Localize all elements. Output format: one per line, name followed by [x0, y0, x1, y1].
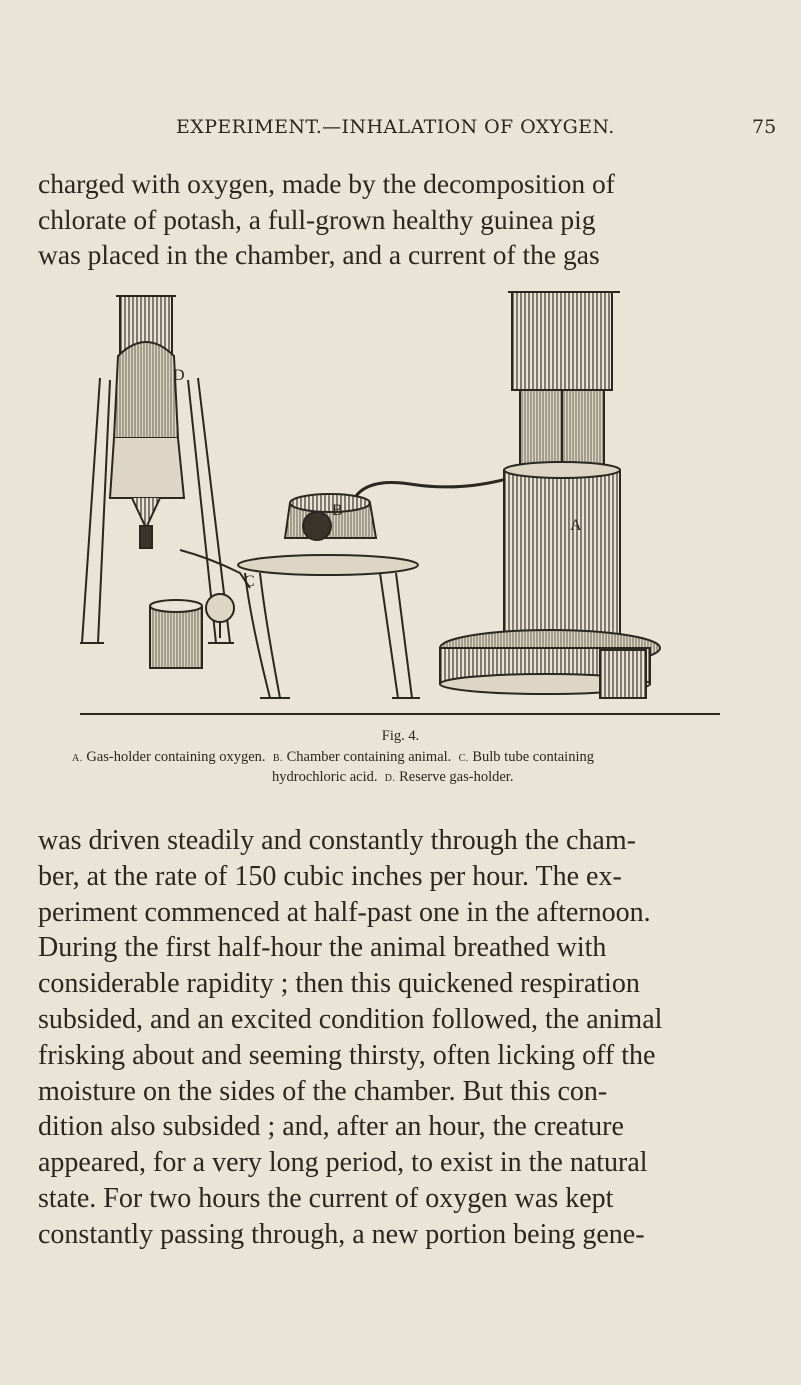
- caption-key-c: C.: [458, 753, 469, 764]
- text-line: periment commenced at half-past one in the afternoon.: [38, 896, 651, 928]
- text-line: moisture on the sides of the chamber. But this con-: [38, 1075, 608, 1107]
- text-line: constantly passing through, a new portion being gene-: [38, 1218, 645, 1250]
- text-line: subsided, and an excited condition followed, the animal: [38, 1003, 663, 1035]
- caption-line: [72, 768, 752, 788]
- running-title: EXPERIMENT.—INHALATION OF OXYGEN.: [176, 116, 615, 138]
- text-line: state. For two hours the current of oxygen was kept: [38, 1182, 614, 1214]
- caption-text-b: Chamber containing animal.: [286, 749, 452, 765]
- caption-key-a: A.: [72, 753, 83, 764]
- text-line: considerable rapidity ; then this quickened respiration: [38, 968, 640, 1000]
- text-line: appeared, for a very long period, to exist in the natural: [38, 1147, 648, 1179]
- figure-label-c: C: [244, 573, 255, 590]
- caption-text-c: Bulb tube containing: [472, 749, 594, 765]
- figure-apparatus: [80, 288, 720, 718]
- paragraph-bottom: [38, 823, 718, 1253]
- text-line: dition also subsided ; and, after an hour, the creature: [38, 1111, 624, 1143]
- paragraph-top: [38, 166, 718, 273]
- connecting-tube: [356, 468, 520, 496]
- figure-number: Fig. 4.: [381, 728, 420, 744]
- text-line: was placed in the chamber, and a current of the gas: [38, 239, 600, 270]
- text-line: was driven steadily and constantly through the cham-: [38, 825, 636, 856]
- text-line: chlorate of potash, a full-grown healthy guinea pig: [38, 203, 596, 235]
- caption-line: [72, 748, 752, 768]
- gas-holder-a: [440, 292, 660, 698]
- text-line: frisking about and seeming thirsty, often licking off the: [38, 1039, 656, 1071]
- apparatus-illustration: [80, 288, 720, 718]
- caption-text-a: Gas-holder containing oxygen.: [86, 749, 266, 765]
- text-line: charged with oxygen, made by the decomposition of: [38, 168, 615, 199]
- caption-text-d: Reserve gas-holder.: [399, 769, 514, 785]
- page-number: 75: [752, 116, 777, 138]
- figure-label-a: A: [570, 517, 582, 534]
- figure-label-b: B: [332, 502, 343, 519]
- animal-chamber-b: [238, 494, 420, 698]
- caption-text-c-cont: hydrochloric acid.: [272, 769, 378, 785]
- figure-caption: [72, 748, 752, 788]
- running-head: [0, 114, 801, 144]
- text-line: During the first half-hour the animal breathed with: [38, 932, 607, 964]
- caption-key-b: B.: [272, 753, 283, 764]
- text-line: ber, at the rate of 150 cubic inches per hour. The ex-: [38, 860, 622, 892]
- figure-label-d: D: [173, 367, 185, 384]
- caption-key-d: D.: [384, 773, 396, 784]
